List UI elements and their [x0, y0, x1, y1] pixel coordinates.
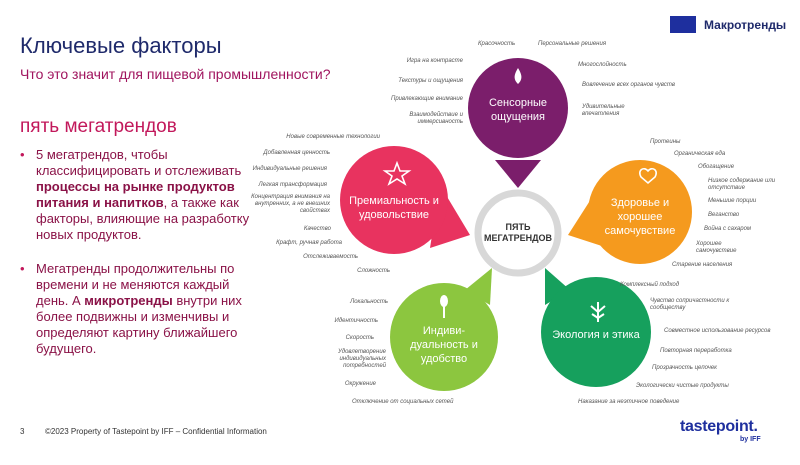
health-keyword: Низкое содержание или отсутствие	[708, 178, 776, 191]
ecology-keyword: Комплексный подход	[620, 282, 680, 288]
ecology-keyword: Совместное использование ресурсов	[664, 328, 771, 334]
center-label	[482, 222, 554, 244]
sensory-keyword: Удивительные впечатления	[582, 104, 625, 117]
bullet-text: , а также как факторы, влияющие на разработку новых продуктов.	[36, 195, 250, 242]
ecology-keyword: Прозрачность цепочек	[652, 365, 717, 371]
sensory-title: Сенсорные ощущения	[488, 97, 548, 123]
tastepoint-logo: tastepoint.	[680, 418, 758, 435]
individual-keyword: Отключение от социальных сетей	[352, 399, 454, 405]
premium-keyword: Легкая трансформация	[258, 182, 327, 188]
sensory-keyword: Красочность	[478, 41, 516, 47]
center-label-line2: МЕГАТРЕНДОВ	[483, 233, 552, 243]
sensory-keyword: Текстуры и ощущения	[398, 78, 463, 84]
sensory-keyword: Многослойность	[578, 62, 627, 68]
ecology-keyword: Повторная переработка	[660, 348, 732, 354]
page-number: 3	[20, 427, 25, 436]
individual-title: Индиви-дуальность и удобство	[410, 325, 478, 365]
individual-keyword: Локальность	[350, 299, 388, 305]
health-keyword: Протеины	[650, 139, 681, 145]
sensory-keyword: Привлекающие внимание	[391, 96, 463, 102]
bullet-text: внутри них более подвижны и изменчивы и определяют картину ближайшего будущего.	[36, 293, 242, 356]
bullet-bold-text: процессы на рынке продуктов питания и напитков	[36, 179, 235, 210]
bullet-bold-text: микротренды	[84, 293, 173, 308]
premium-keyword: Отслеживаемость	[303, 254, 358, 260]
sensory-keyword: Взаимодействие и иммерсивность	[409, 112, 463, 125]
center-label-line1: ПЯТЬ	[505, 222, 531, 232]
individual-keyword: Идентичность	[334, 318, 378, 324]
ecology-keyword: Чувство сопричастности к сообществу	[650, 298, 730, 311]
bullet-text: Мегатренды продолжительны по времени и не меняются каждый день. А	[36, 261, 235, 308]
premium-keyword: Новые современные технологии	[286, 134, 380, 140]
sensory-keyword: Вовлечение всех органов чувств	[582, 82, 676, 88]
ecology-keyword: Экологически чистые продукты	[636, 383, 729, 389]
ecology-title: Экология и этика	[552, 329, 640, 341]
logo-subtext: by IFF	[740, 436, 761, 443]
section-tag: Макротренды	[704, 18, 787, 32]
individual-keyword: Окружение	[344, 381, 376, 387]
health-title: Здоровье и хорошее самочувствие	[604, 197, 676, 237]
health-keyword: Хорошее самочувствие	[696, 241, 737, 254]
sensory-keyword: Игра на контрасте	[406, 58, 463, 64]
individual-keyword: Скорость	[345, 335, 374, 341]
health-keyword: Старение населения	[672, 262, 733, 268]
premium-title: Премиальность и удовольствие	[349, 195, 439, 221]
health-keyword: Веганство	[708, 212, 740, 218]
premium-keyword: Крафт, ручная работа	[276, 240, 342, 246]
ecology-keyword: Наказание за неэтичное поведение	[578, 399, 680, 405]
sensory-keyword: Персональные решения	[538, 41, 607, 47]
premium-keyword: Сложность	[357, 268, 390, 274]
health-keyword: Обогащение	[698, 164, 735, 170]
premium-keyword: Концентрация внимания на внутренних, а не внешних свойствах	[251, 194, 330, 214]
premium-keyword: Качество	[303, 226, 331, 232]
health-keyword: Органическая еда	[674, 151, 726, 157]
premium-keyword: Добавленная ценность	[263, 150, 330, 156]
section-heading: пять мегатрендов	[20, 116, 177, 137]
page-title: Ключевые факторы	[20, 33, 222, 58]
premium-keyword: Индивидуальные решения	[252, 166, 327, 172]
page-subtitle: Что это значит для пищевой промышленности?	[20, 66, 331, 82]
health-keyword: Меньшие порции	[708, 198, 757, 204]
bullet-text: 5 мегатрендов, чтобы классифицировать и отслеживать	[36, 147, 242, 178]
individual-keyword: Удовлетворение индивидуальных потребностей	[338, 349, 386, 369]
health-keyword: Война с сахаром	[704, 226, 752, 232]
footer-copyright: ©2023 Property of Tastepoint by IFF – Confidential Information	[45, 427, 267, 436]
